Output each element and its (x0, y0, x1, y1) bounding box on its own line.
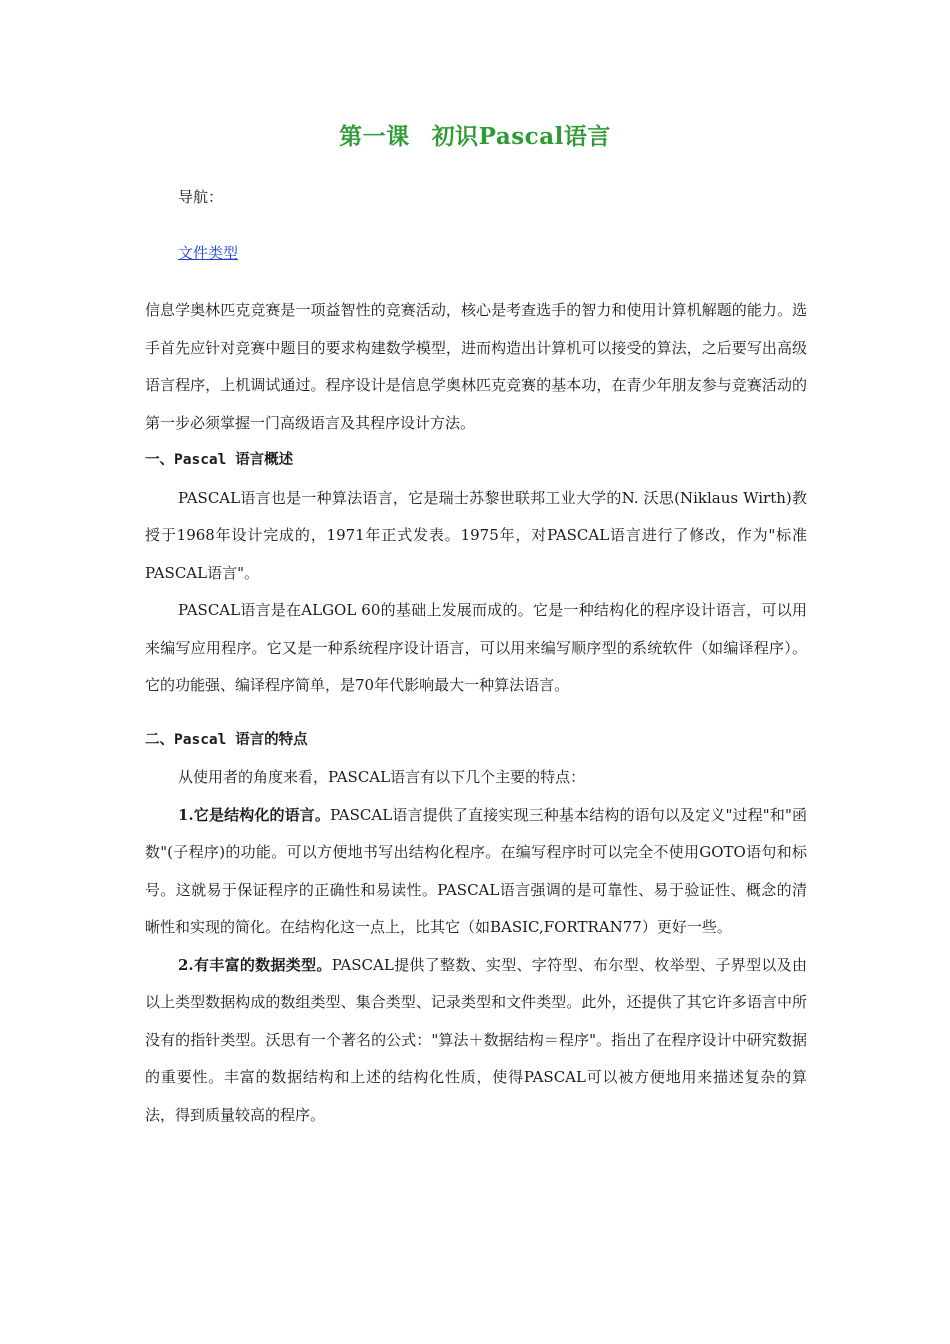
title-lesson-name: 初识Pascal语言 (431, 123, 611, 150)
feature-2-lead: 2.有丰富的数据类型。 (178, 955, 332, 974)
feature-1-body: PASCAL语言提供了直接实现三种基本结构的语句以及定义"过程"和"函数"(子程序)的功能。可以方便地书写出结构化程序。在编写程序时可以完全不使用GOTO语句和标号。这就易于保证程序的正确性和易读性。PASCAL语言强调的是可靠性、易于验证性、概念的清晰性和实现的简化。在结构化这一点上，比其它（如BASIC,FORTRAN77）更好一些。 (145, 805, 808, 936)
feature-2-body: PASCAL提供了整数、实型、字符型、布尔型、枚举型、子界型以及由以上类型数据构成的数组类型、集合类型、记录类型和文件类型。此外，还提供了其它许多语言中所没有的指针类型。沃思有一个著名的公式："算法＋数据结构＝程序"。指出了在程序设计中研究数据的重要性。丰富的数据结构和上述的结构化性质，使得PASCAL可以被方便地用来描述复杂的算法，得到质量较高的程序。 (145, 955, 807, 1124)
nav-label: 导航： (178, 188, 224, 206)
feature-1-paragraph (145, 797, 807, 947)
title-lesson-number: 第一课 (339, 123, 410, 150)
section2-heading: 二、Pascal 语言的特点 (145, 731, 308, 748)
feature-1-lead: 1.它是结构化的语言。 (178, 805, 331, 824)
page-title (0, 118, 950, 151)
file-types-link[interactable]: 文件类型 (178, 244, 239, 262)
section1-paragraph-1: PASCAL语言也是一种算法语言，它是瑞士苏黎世联邦工业大学的N. 沃思(Niklaus Wirth)教授于1968年设计完成的，1971年正式发表。1975年，对PASCAL语言进行了修改，作为"标准PASCAL语言"。 (145, 488, 807, 582)
section2-paragraph-1: 从使用者的角度来看，PASCAL语言有以下几个主要的特点： (178, 768, 586, 786)
section1-paragraph-2: PASCAL语言是在ALGOL 60的基础上发展而成的。它是一种结构化的程序设计语言，可以用来编写应用程序。它又是一种系统程序设计语言，可以用来编写顺序型的系统软件（如编译程序）。它的功能强、编译程序简单，是70年代影响最大一种算法语言。 (145, 601, 807, 694)
document-body (145, 292, 807, 1134)
feature-2-paragraph (145, 947, 807, 1135)
section1-heading: 一、Pascal 语言概述 (145, 452, 294, 468)
section-spacer (145, 705, 807, 722)
intro-paragraph: 信息学奥林匹克竞赛是一项益智性的竞赛活动，核心是考查选手的智力和使用计算机解题的能力。选手首先应针对竞赛中题目的要求构建数学模型，进而构造出计算机可以接受的算法，之后要写出高级语言程序，上机调试通过。程序设计是信息学奥林匹克竞赛的基本功，在青少年朋友参与竞赛活动的第一步必须掌握一门高级语言及其程序设计方法。 (145, 301, 807, 432)
